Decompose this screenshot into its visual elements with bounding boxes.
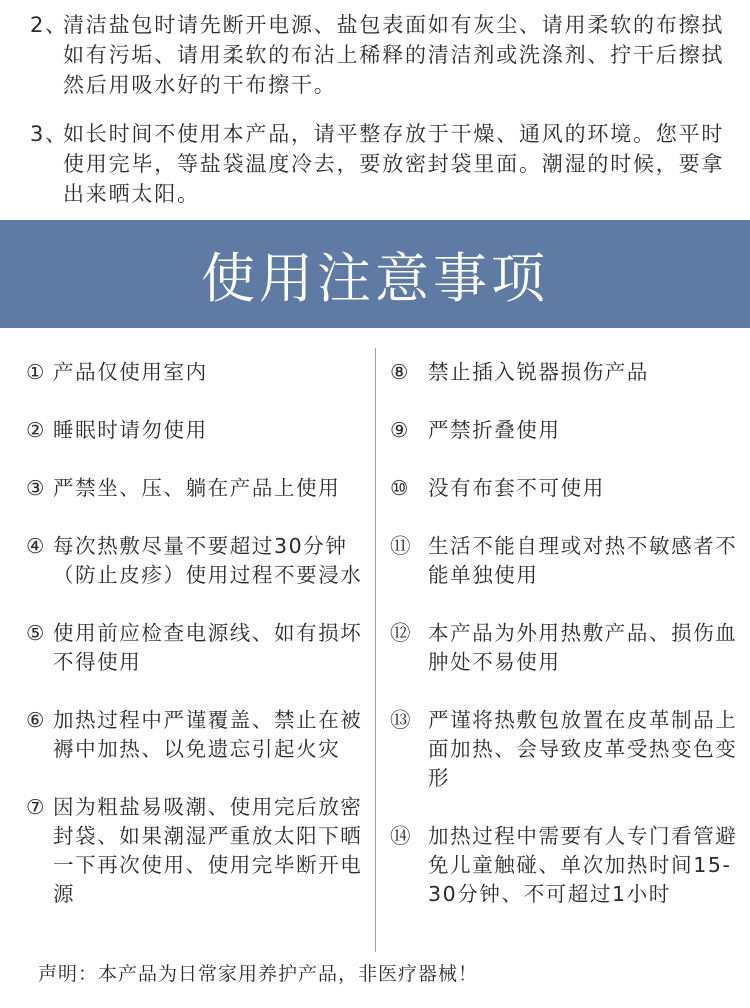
item-text: 睡眠时请勿使用 <box>53 418 208 442</box>
precaution-item <box>390 416 740 445</box>
disclaimer: 声明：本产品为日常家用养护产品，非医疗器械！ <box>38 963 479 985</box>
item-number: ④ <box>26 534 46 558</box>
item-text: 因为粗盐易吸潮、使用完后放密封袋、如果潮湿严重放太阳下晒一下再次使用、使用完毕断开电源 <box>53 795 363 906</box>
precaution-item <box>390 822 740 909</box>
precautions-right-column <box>390 358 740 938</box>
note-text: 清洁盐包时请先断开电源、盐包表面如有灰尘、请用柔软的布擦拭如有污垢、请用柔软的布沾上稀释的清洁剂或洗涤剂、拧干后擦拭然后用吸水好的干布擦干。 <box>63 13 725 97</box>
precaution-item <box>26 619 366 677</box>
item-text: 使用前应检查电源线、如有损坏不得使用 <box>53 621 363 674</box>
item-number: ⑦ <box>26 795 46 819</box>
precaution-item <box>390 474 740 503</box>
item-text: 加热过程中需要有人专门看管避免儿童触碰、单次加热时间15-30分钟、不可超过1小时 <box>428 824 738 906</box>
precaution-item <box>26 358 366 387</box>
item-text: 严谨将热敷包放置在皮革制品上面加热、会导致皮革受热变色变形 <box>428 708 738 790</box>
precaution-item <box>390 619 740 677</box>
item-text: 本产品为外用热敷产品、损伤血肿处不易使用 <box>428 621 738 674</box>
item-text: 没有布套不可使用 <box>428 476 605 500</box>
precaution-item <box>26 706 366 764</box>
care-notes <box>0 10 750 228</box>
precaution-item <box>390 706 740 793</box>
precaution-item <box>26 474 366 503</box>
column-divider <box>375 348 376 952</box>
note-number: 3、 <box>30 122 68 146</box>
item-number: ⑫ <box>390 621 413 645</box>
item-text: 每次热敷尽量不要超过30分钟（防止皮疹）使用过程不要浸水 <box>53 534 363 587</box>
precautions-left-column <box>26 358 366 938</box>
precaution-item <box>26 416 366 445</box>
item-text: 加热过程中严谨覆盖、禁止在被褥中加热、以免遗忘引起火灾 <box>53 708 363 761</box>
note-number: 2、 <box>30 13 68 37</box>
item-text: 禁止插入锐器损伤产品 <box>428 360 649 384</box>
item-number: ⑭ <box>390 824 413 848</box>
section-banner <box>0 220 750 328</box>
section-title: 使用注意事项 <box>201 246 549 310</box>
care-note <box>0 119 743 209</box>
item-number: ⑨ <box>390 418 410 442</box>
item-number: ① <box>26 360 46 384</box>
item-number: ⑧ <box>390 360 410 384</box>
item-number: ② <box>26 418 46 442</box>
item-number: ⑥ <box>26 708 46 732</box>
item-number: ⑪ <box>390 534 413 558</box>
item-number: ⑩ <box>390 476 410 500</box>
care-note <box>0 10 743 100</box>
item-number: ⑤ <box>26 621 46 645</box>
item-number: ③ <box>26 476 46 500</box>
item-text: 生活不能自理或对热不敏感者不能单独使用 <box>428 534 738 587</box>
precaution-item <box>390 358 740 387</box>
item-text: 严禁坐、压、躺在产品上使用 <box>53 476 341 500</box>
precaution-item <box>26 793 366 909</box>
item-text: 产品仅使用室内 <box>53 360 208 384</box>
item-number: ⑬ <box>390 708 413 732</box>
item-text: 严禁折叠使用 <box>428 418 561 442</box>
precaution-item <box>26 532 366 590</box>
precaution-item <box>390 532 740 590</box>
note-text: 如长时间不使用本产品，请平整存放于干燥、通风的环境。您平时使用完毕，等盐袋温度冷去，要放密封袋里面。潮湿的时候，要拿出来晒太阳。 <box>63 122 725 206</box>
